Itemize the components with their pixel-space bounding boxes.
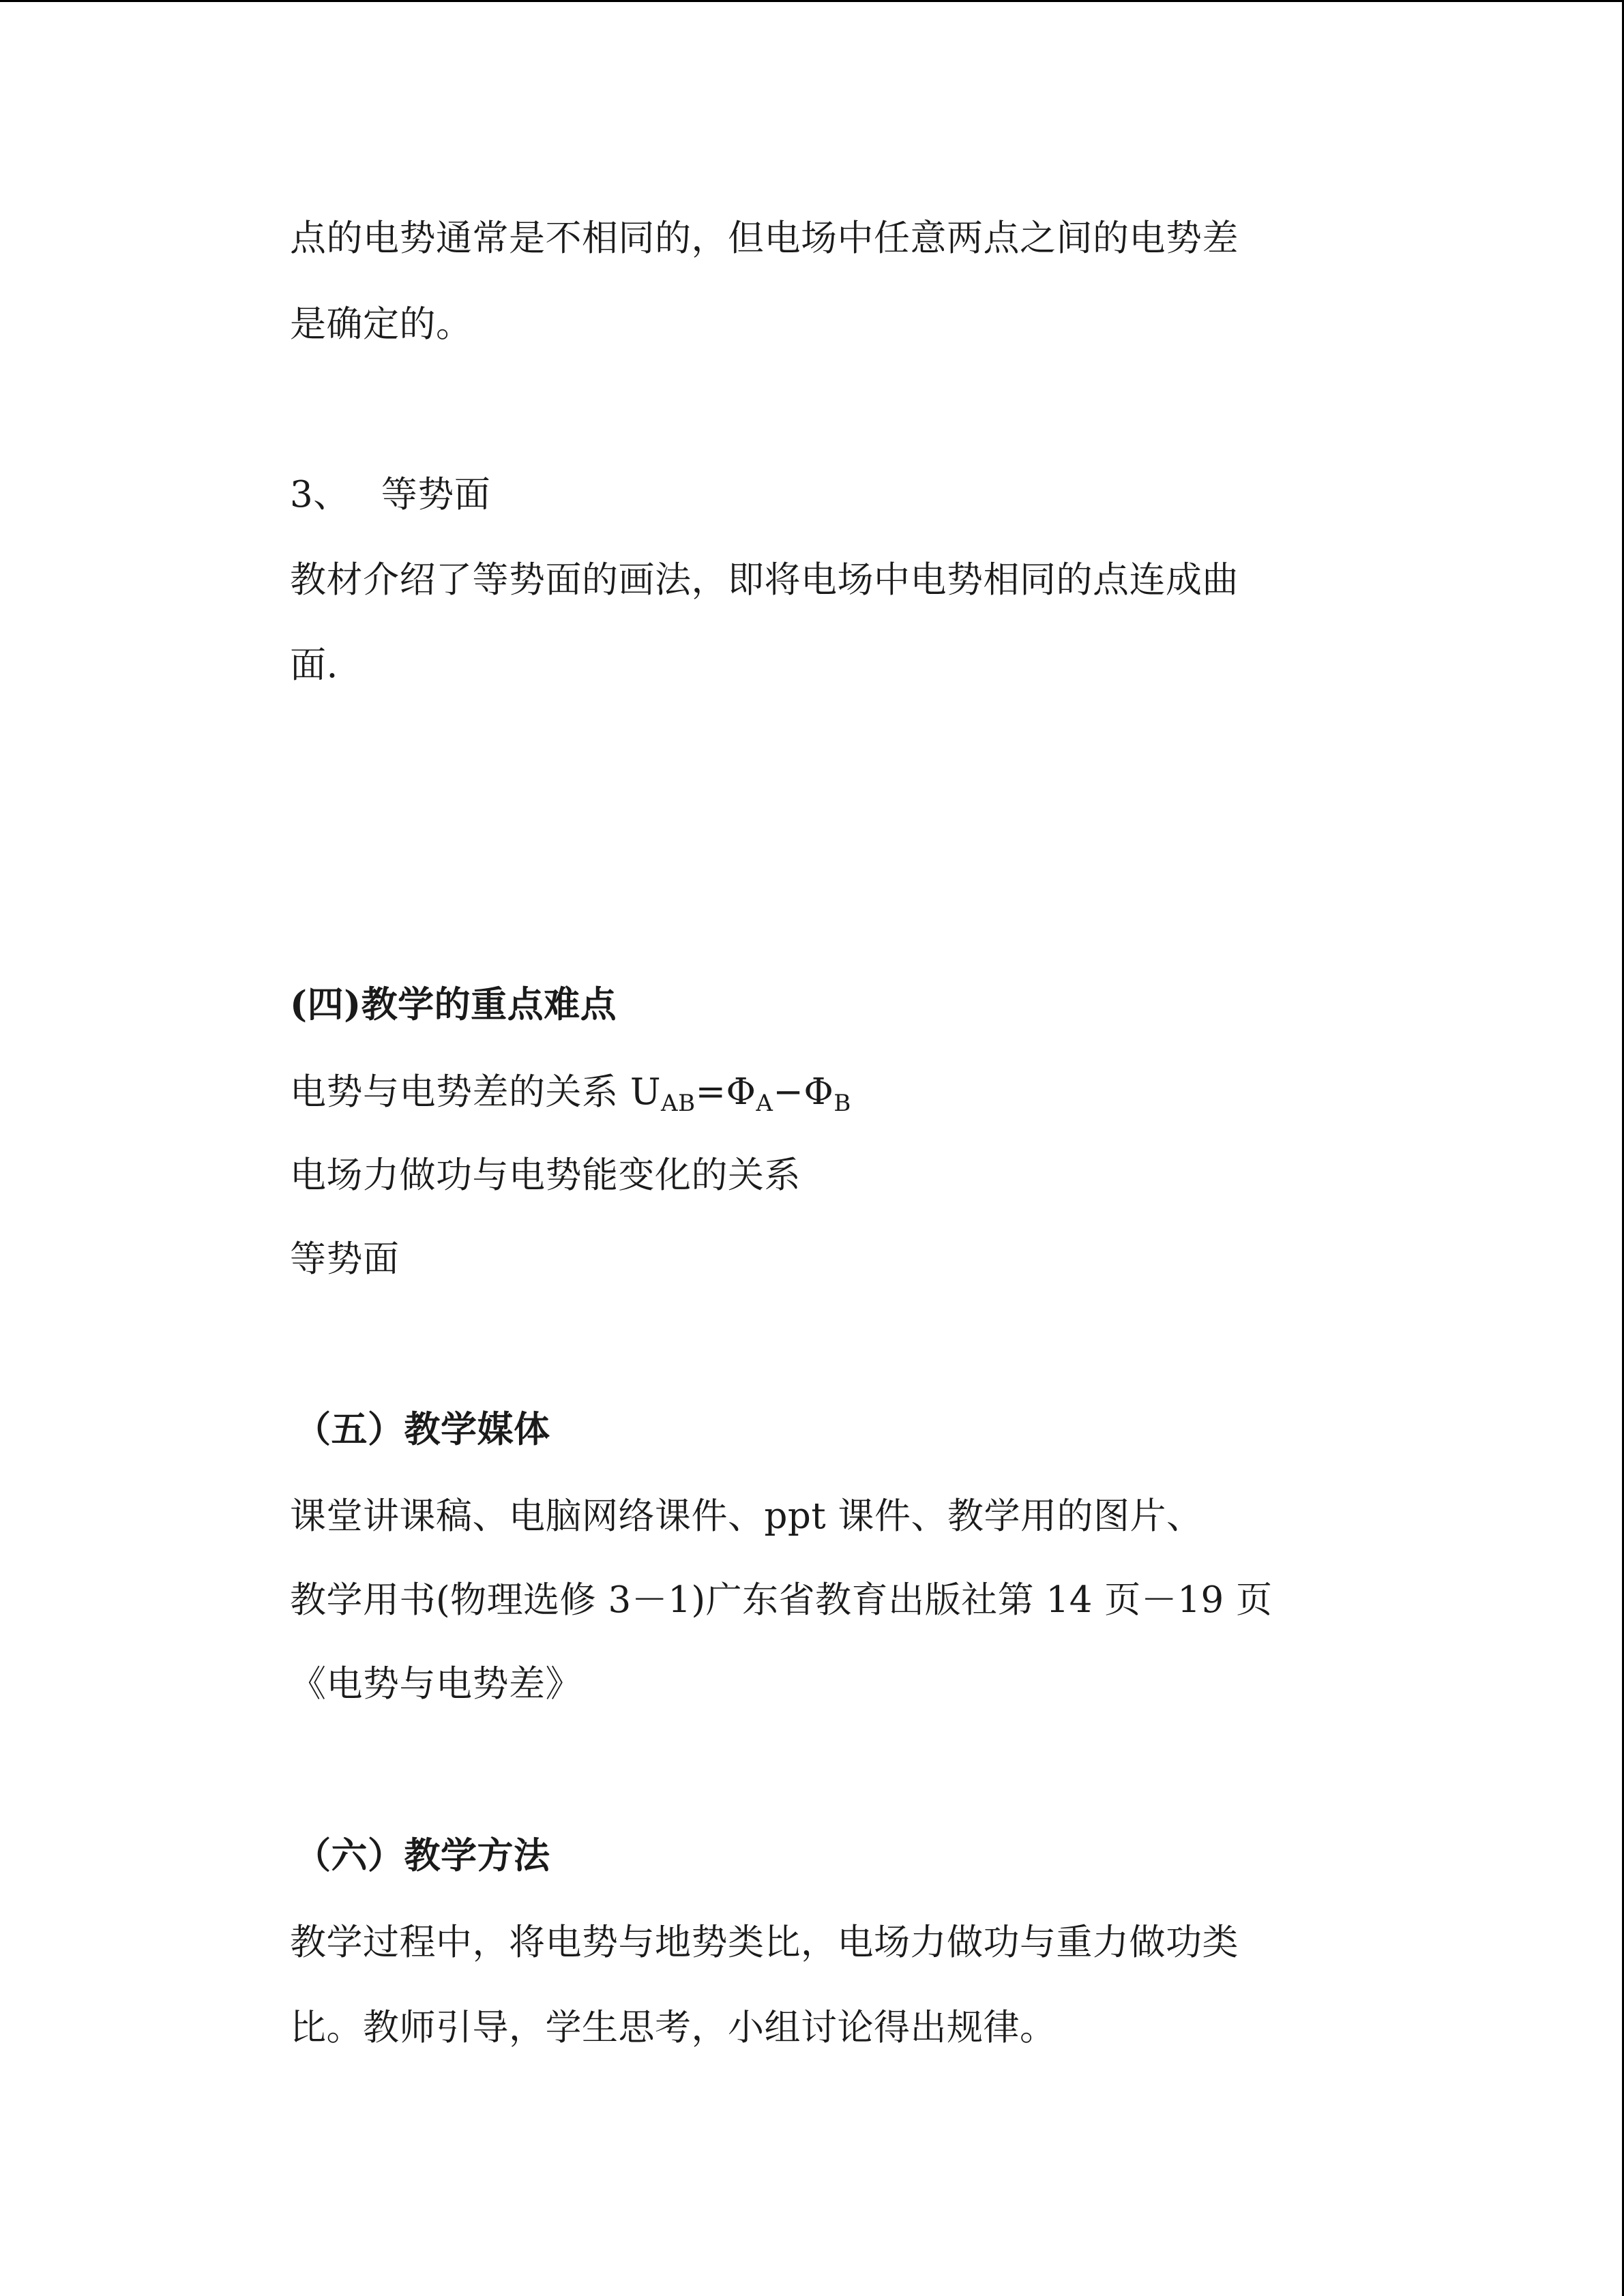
section5-line1: 课堂讲课稿、电脑网络课件、ppt 课件、教学用的图片、 bbox=[290, 1495, 1203, 1537]
section3-line1: 教材介绍了等势面的画法，即将电场中电势相同的点连成曲 bbox=[290, 559, 1239, 601]
page-top-border bbox=[0, 0, 1624, 2]
section3-title: 等势面 bbox=[381, 474, 491, 516]
section5-line3: 《电势与电势差》 bbox=[290, 1663, 582, 1705]
section3-number: 3、 bbox=[290, 474, 350, 516]
section6-line2: 比。教师引导，学生思考，小组讨论得出规律。 bbox=[290, 2007, 1057, 2048]
section6-line1: 教学过程中，将电势与地势类比，电场力做功与重力做功类 bbox=[290, 1922, 1239, 1963]
section4-item3: 等势面 bbox=[290, 1238, 400, 1280]
section5-line2: 教学用书(物理选修 3－1)广东省教育出版社第 14 页－19 页 bbox=[290, 1579, 1273, 1621]
section3-heading bbox=[290, 473, 490, 517]
section6-heading: （六）教学方法 bbox=[295, 1834, 550, 1877]
section5-heading: （五）教学媒体 bbox=[295, 1408, 550, 1450]
para1-line1: 点的电势通常是不相同的，但电场中任意两点之间的电势差 bbox=[290, 218, 1239, 259]
para1-line2: 是确定的。 bbox=[290, 303, 473, 345]
section4-item1: 电势与电势差的关系 $U_{AB}=\Phi_A-\Phi_B$ bbox=[290, 1071, 851, 1117]
section4-heading: (四)教学的重点难点 bbox=[290, 983, 617, 1026]
section3-line2: 面. bbox=[290, 644, 338, 686]
section4-item2: 电场力做功与电势能变化的关系 bbox=[290, 1154, 801, 1196]
